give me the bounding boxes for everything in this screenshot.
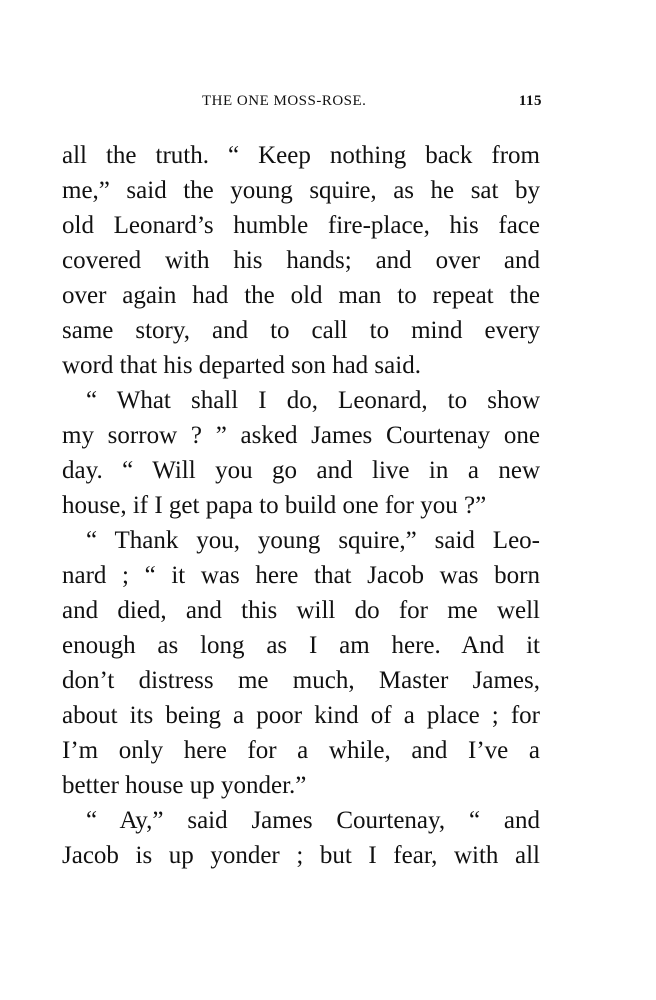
text-line: Jacob is up yonder ; but I fear, with all <box>62 842 540 869</box>
text-line: “ Thank you, young squire,” said Leo- <box>86 527 540 554</box>
text-line: about its being a poor kind of a place ; for <box>62 702 540 729</box>
text-line: me,” said the young squire, as he sat by <box>62 177 540 204</box>
page-number: 115 <box>518 93 542 109</box>
text-line: old Leonard’s humble fire-place, his face <box>62 212 540 239</box>
text-line: better house up yonder.” <box>62 772 307 799</box>
text-line: house, if I get papa to build one for you ?” <box>62 492 487 519</box>
text-line: my sorrow ? ” asked James Courtenay one <box>62 422 540 449</box>
text-line: over again had the old man to repeat the <box>62 282 540 309</box>
text-line: all the truth. “ Keep nothing back from <box>62 142 540 169</box>
text-line: “ What shall I do, Leonard, to show <box>86 387 540 414</box>
running-head <box>62 93 542 117</box>
text-line: enough as long as I am here. And it <box>62 632 540 659</box>
text-line: “ Ay,” said James Courtenay, “ and <box>86 807 540 834</box>
text-line: covered with his hands; and over and <box>62 247 540 274</box>
body-text <box>62 138 540 873</box>
running-title: THE ONE MOSS-ROSE. <box>202 93 367 109</box>
text-line: don’t distress me much, Master James, <box>62 667 540 694</box>
text-line: same story, and to call to mind every <box>62 317 540 344</box>
text-line: day. “ Will you go and live in a new <box>62 457 540 484</box>
text-line: I’m only here for a while, and I’ve a <box>62 737 540 764</box>
text-line: and died, and this will do for me well <box>62 597 540 624</box>
text-line: word that his departed son had said. <box>62 352 421 379</box>
text-line: nard ; “ it was here that Jacob was born <box>62 562 540 589</box>
